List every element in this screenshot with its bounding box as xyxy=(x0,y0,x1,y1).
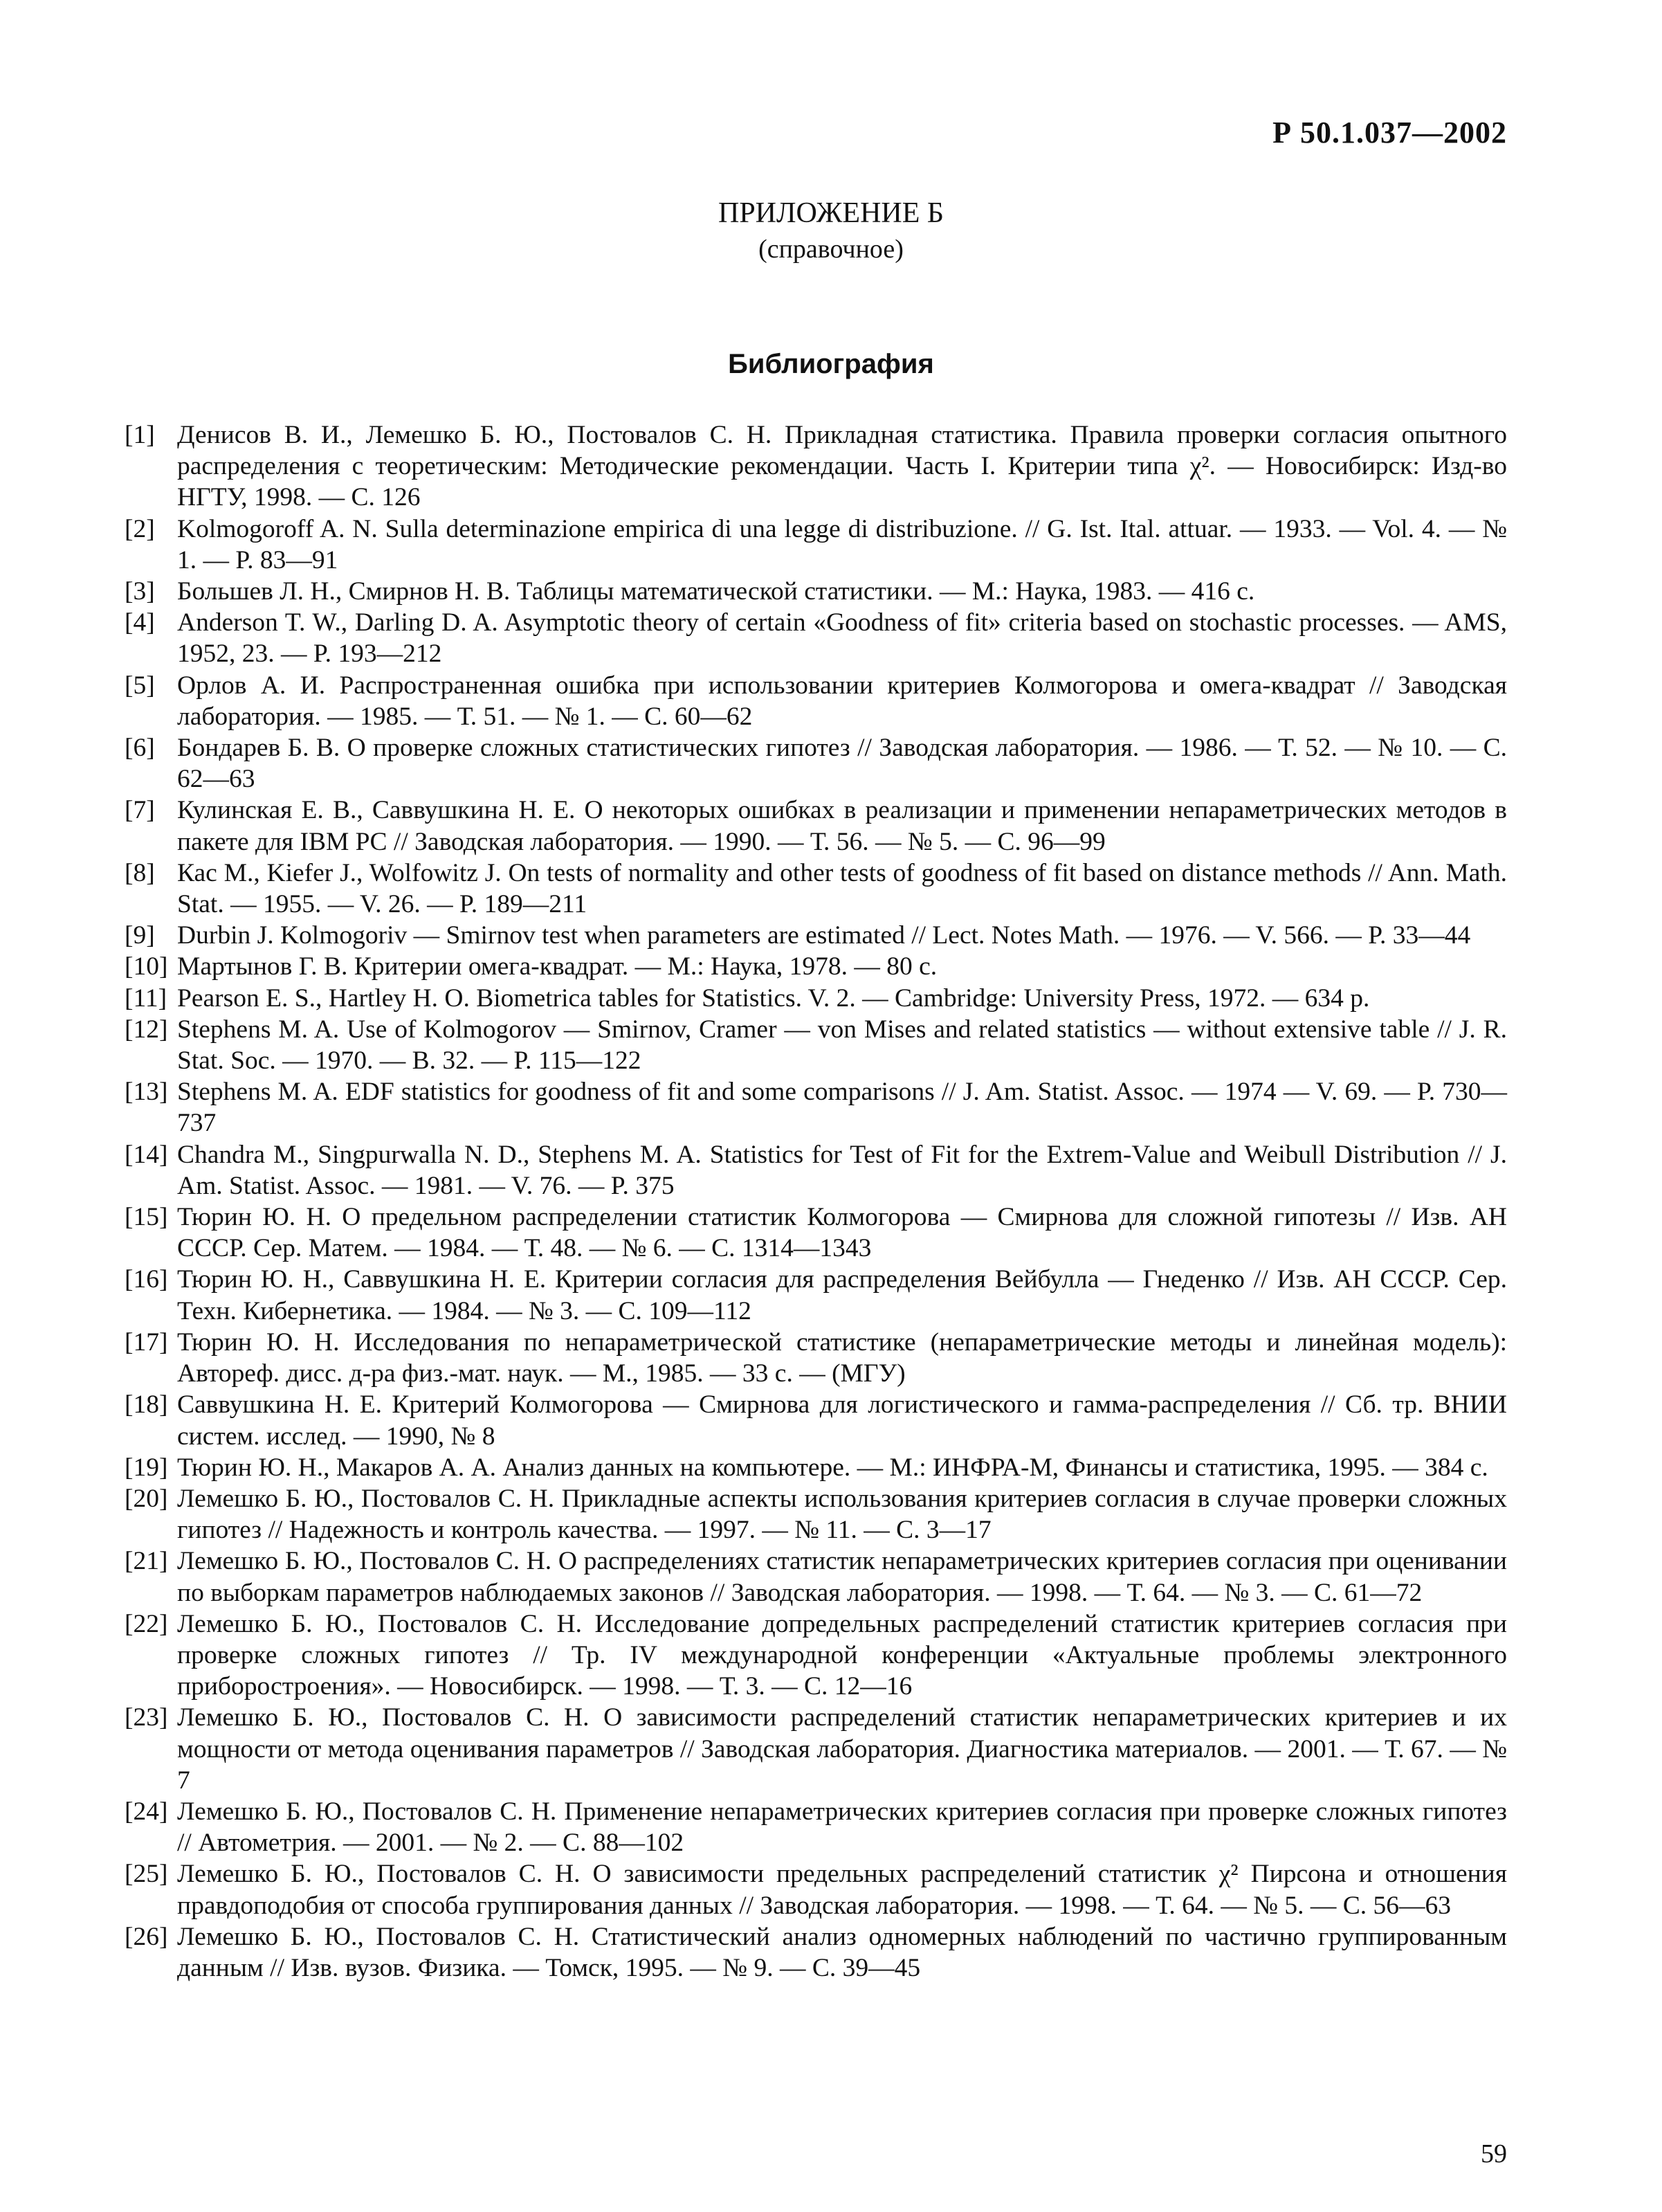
bibliography-item-text: Лемешко Б. Ю., Постовалов С. Н. Статистический анализ одномерных наблюдений по частично группированным данным // Изв. вузов. Физика. — Томск, 1995. — № 9. — С. 39—45 xyxy=(177,1922,1507,1982)
bibliography-item-text: Денисов В. И., Лемешко Б. Ю., Постовалов С. Н. Прикладная статистика. Правила проверки согласия опытного распределения с теоретическим: Методические рекомендации. Часть I. Критерии типа χ². — Новосибирск: Изд-во НГТУ, 1998. — С. 126 xyxy=(177,421,1507,512)
bibliography-item xyxy=(125,1264,1507,1326)
bibliography-item-number: [11] xyxy=(125,983,167,1013)
bibliography-item-text: Durbin J. Kolmogoriv — Smirnov test when parameters are estimated // Lect. Notes Math. — 1976. — V. 566. — P. 33—44 xyxy=(177,921,1471,950)
bibliography-item-text: Тюрин Ю. Н. О предельном распределении статистик Колмогорова — Смирнова для сложной гипотезы // Изв. АН СССР. Сер. Матем. — 1984. — Т. 48. — № 6. — С. 1314—1343 xyxy=(177,1203,1507,1263)
bibliography-item xyxy=(125,1076,1507,1139)
bibliography-item xyxy=(125,1608,1507,1703)
bibliography-item xyxy=(125,576,1507,607)
bibliography-item xyxy=(125,1327,1507,1389)
appendix-heading xyxy=(0,195,1662,267)
bibliography-item-text: Большев Л. Н., Смирнов Н. В. Таблицы математической статистики. — М.: Наука, 1983. — 416 с. xyxy=(177,577,1255,606)
bibliography-item xyxy=(125,607,1507,669)
bibliography-item-number: [15] xyxy=(125,1203,168,1232)
bibliography-item-number: [2] xyxy=(125,514,155,543)
bibliography-item-text: Лемешко Б. Ю., Постовалов С. Н. Исследование допредельных распределений статистик критериев согласия при проверке сложных гипотез // Тр. IV международной конференции «Актуальные проблемы электронного приборостроения». — Новосибирск. — 1998. — Т. 3. — С. 12—16 xyxy=(177,1609,1507,1701)
bibliography-item-number: [9] xyxy=(125,921,155,950)
bibliography-item xyxy=(125,920,1507,951)
bibliography-title: Библиография xyxy=(728,349,934,379)
bibliography-item-number: [4] xyxy=(125,608,155,637)
bibliography-item-text: Мартынов Г. В. Критерии омега-квадрат. — М.: Наука, 1978. — 80 с. xyxy=(177,952,938,981)
bibliography-item-text: Тюрин Ю. Н., Макаров А. А. Анализ данных на компьютере. — М.: ИНФРА-М, Финансы и статистика, 1995. — 384 с. xyxy=(177,1453,1488,1482)
bibliography-item xyxy=(125,419,1507,514)
bibliography-item-number: [8] xyxy=(125,858,155,887)
bibliography-item-text: Тюрин Ю. Н., Саввушкина Н. Е. Критерии согласия для распределения Вейбулла — Гнеденко // Изв. АН СССР. Сер. Техн. Кибернетика. — 1984. — № 3. — С. 109—112 xyxy=(177,1265,1507,1325)
bibliography-item-text: Лемешко Б. Ю., Постовалов С. Н. Прикладные аспекты использования критериев согласия в случае проверки сложных гипотез // Надежность и контроль качества. — 1997. — № 11. — С. 3—17 xyxy=(177,1484,1507,1545)
bibliography-item-number: [1] xyxy=(125,421,155,449)
bibliography-item-text: Кас М., Kiefer J., Wolfowitz J. On tests of normality and other tests of goodness of fit based on distance methods // Ann. Math. Stat. — 1955. — V. 26. — P. 189—211 xyxy=(177,858,1507,919)
document-code: Р 50.1.037—2002 xyxy=(1272,116,1507,149)
bibliography-item xyxy=(125,1796,1507,1858)
bibliography-item xyxy=(125,670,1507,732)
bibliography-item-text: Stephens M. A. EDF statistics for goodness of fit and some comparisons // J. Am. Statist. Assoc. — 1974 — V. 69. — P. 730—737 xyxy=(177,1078,1507,1138)
bibliography-item-number: [14] xyxy=(125,1140,168,1169)
bibliography-item-number: [10] xyxy=(125,952,168,981)
bibliography-item-number: [17] xyxy=(125,1327,168,1357)
bibliography-item-text: Kolmogoroff A. N. Sulla determinazione empirica di una legge di distribuzione. // G. Ist. Ital. attuar. — 1933. — Vol. 4. — № 1. — P. 83—91 xyxy=(177,514,1507,574)
bibliography-item-text: Chandra M., Singpurwalla N. D., Stephens M. A. Statistics for Test of Fit for the Extrem-Value and Weibull Distribution // J. Am. Statist. Assoc. — 1981. — V. 76. — P. 375 xyxy=(177,1140,1507,1200)
bibliography-item xyxy=(125,1858,1507,1921)
bibliography-item-number: [3] xyxy=(125,577,155,606)
bibliography-item-text: Тюрин Ю. Н. Исследования по непараметрической статистике (непараметрические методы и линейная модель): Автореф. дисс. д-ра физ.-мат. наук. — М., 1985. — 33 с. — (МГУ) xyxy=(177,1327,1507,1388)
bibliography-item xyxy=(125,951,1507,982)
bibliography-item-number: [25] xyxy=(125,1860,168,1889)
bibliography-item xyxy=(125,1139,1507,1202)
bibliography-item-text: Лемешко Б. Ю., Постовалов С. Н. О распределениях статистик непараметрических критериев согласия при оценивании по выборкам параметров наблюдаемых законов // Заводская лаборатория. — 1998. — Т. 64. — № 3. — С. 61—72 xyxy=(177,1547,1507,1607)
bibliography-item-text: Лемешко Б. Ю., Постовалов С. Н. Применение непараметрических критериев согласия при проверке сложных гипотез // Автометрия. — 2001. — № 2. — С. 88—102 xyxy=(177,1797,1507,1858)
bibliography-item-text: Anderson T. W., Darling D. A. Asymptotic theory of certain «Goodness of fit» criteria based on stochastic processes. — AMS, 1952, 23. — P. 193—212 xyxy=(177,608,1507,669)
bibliography-item xyxy=(125,795,1507,857)
bibliography-item-number: [13] xyxy=(125,1078,168,1107)
bibliography-item-number: [18] xyxy=(125,1390,168,1420)
bibliography-item xyxy=(125,1921,1507,1984)
bibliography-item-text: Pearson E. S., Hartley H. O. Biometrica tables for Statistics. V. 2. — Cambridge: University Press, 1972. — 634 p. xyxy=(177,983,1370,1013)
bibliography-item-number: [12] xyxy=(125,1015,168,1044)
appendix-title: ПРИЛОЖЕНИЕ Б xyxy=(718,197,944,229)
bibliography-item xyxy=(125,983,1507,1014)
page-number: 59 xyxy=(1481,2139,1507,2168)
bibliography-item xyxy=(125,732,1507,795)
bibliography-item-number: [22] xyxy=(125,1609,168,1638)
bibliography-item xyxy=(125,1389,1507,1451)
bibliography-list xyxy=(125,419,1507,1984)
bibliography-item-text: Бондарев Б. В. О проверке сложных статистических гипотез // Заводская лаборатория. — 1986. — Т. 52. — № 10. — С. 62—63 xyxy=(177,734,1507,794)
bibliography-item xyxy=(125,1545,1507,1608)
bibliography-item xyxy=(125,1202,1507,1264)
bibliography-item-number: [20] xyxy=(125,1484,168,1513)
bibliography-item-number: [16] xyxy=(125,1265,168,1294)
bibliography-item xyxy=(125,1452,1507,1483)
bibliography-item xyxy=(125,1483,1507,1545)
bibliography-item xyxy=(125,514,1507,576)
bibliography-item-number: [7] xyxy=(125,796,155,825)
bibliography-item-text: Лемешко Б. Ю., Постовалов С. Н. О зависимости распределений статистик непараметрических критериев и их мощности от метода оценивания параметров // Заводская лаборатория. Диагностика материалов. — 2001. — Т. 67. — № 7 xyxy=(177,1703,1507,1795)
bibliography-item-text: Саввушкина Н. Е. Критерий Колмогорова — Смирнова для логистического и гамма-распределения // Сб. тр. ВНИИ систем. исслед. — 1990, № 8 xyxy=(177,1390,1507,1451)
bibliography-item-number: [24] xyxy=(125,1797,168,1826)
bibliography-item-number: [26] xyxy=(125,1922,168,1951)
bibliography-item xyxy=(125,858,1507,920)
bibliography-item-text: Stephens M. A. Use of Kolmogorov — Smirnov, Cramer — von Mises and related statistics — without extensive table // J. R. Stat. Soc. — 1970. — B. 32. — P. 115—122 xyxy=(177,1015,1507,1076)
bibliography-item-text: Кулинская Е. В., Саввушкина Н. Е. О некоторых ошибках в реализации и применении непараметрических методов в пакете для IBM PC // Заводская лаборатория. — 1990. — Т. 56. — № 5. — С. 96—99 xyxy=(177,796,1507,856)
bibliography-item-number: [23] xyxy=(125,1703,168,1732)
bibliography-item xyxy=(125,1702,1507,1796)
bibliography-item-number: [5] xyxy=(125,671,155,700)
bibliography-item-number: [21] xyxy=(125,1547,168,1576)
bibliography-item-text: Орлов А. И. Распространенная ошибка при использовании критериев Колмогорова и омега-квадрат // Заводская лаборатория. — 1985. — Т. 51. — № 1. — С. 60—62 xyxy=(177,671,1507,731)
appendix-subtitle: (справочное) xyxy=(758,235,904,264)
bibliography-item xyxy=(125,1014,1507,1076)
bibliography-item-number: [19] xyxy=(125,1453,168,1482)
bibliography-item-number: [6] xyxy=(125,734,155,763)
bibliography-item-text: Лемешко Б. Ю., Постовалов С. Н. О зависимости предельных распределений статистик χ² Пирсона и отношения правдоподобия от способа группирования данных // Заводская лаборатория. — 1998. — Т. 64. — № 5. — С. 56—63 xyxy=(177,1860,1507,1920)
